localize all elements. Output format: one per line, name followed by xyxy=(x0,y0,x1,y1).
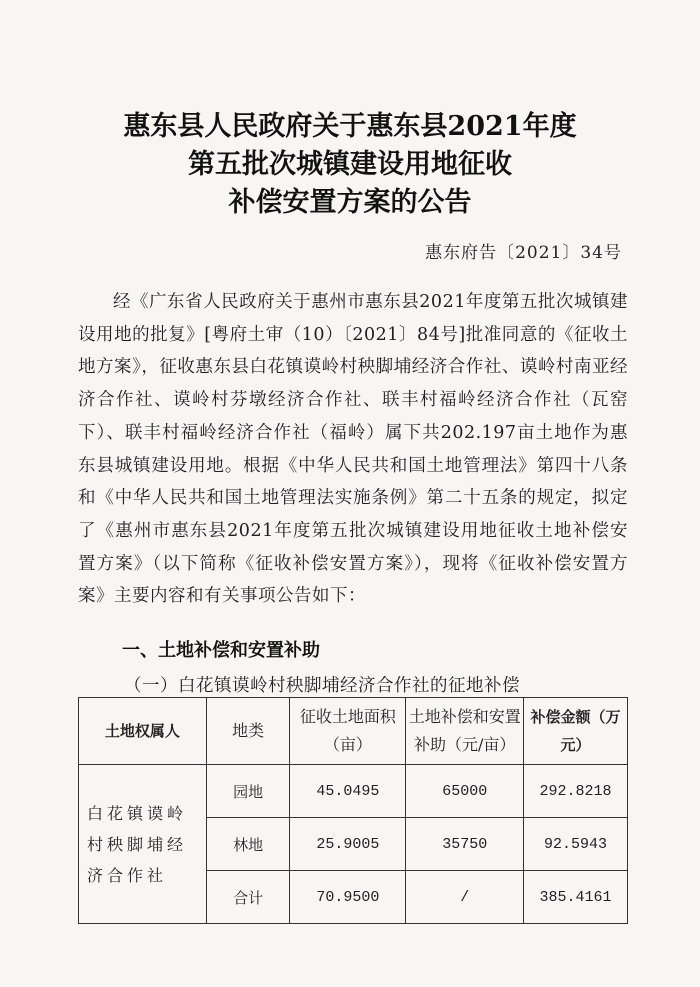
document-number: 惠东府告〔2021〕34号 xyxy=(425,243,622,263)
rate-cell: 35750 xyxy=(406,818,524,871)
document-title xyxy=(0,108,700,222)
header-owner: 土地权属人 xyxy=(79,698,207,765)
compensation-table xyxy=(78,697,628,924)
table-header-row xyxy=(79,698,628,765)
title-line-2: 第五批次城镇建设用地征收 xyxy=(188,149,512,180)
land-type-cell: 园地 xyxy=(206,765,290,818)
rate-cell: 65000 xyxy=(406,765,524,818)
amount-cell: 92.5943 xyxy=(524,818,628,871)
body-text xyxy=(78,286,628,613)
header-land-type: 地类 xyxy=(206,698,290,765)
area-cell: 45.0495 xyxy=(290,765,406,818)
table-row xyxy=(79,765,628,818)
header-area: 征收土地面积（亩） xyxy=(290,698,406,765)
header-amount: 补偿金额（万元） xyxy=(524,698,628,765)
subsection-heading-1: （一）白花镇谟岭村秧脚埔经济合作社的征地补偿 xyxy=(124,676,520,696)
land-type-cell: 林地 xyxy=(206,818,290,871)
title-line-3: 补偿安置方案的公告 xyxy=(228,187,472,218)
rate-cell: / xyxy=(406,871,524,924)
body-paragraph: 经《广东省人民政府关于惠州市惠东县2021年度第五批次城镇建设用地的批复》[粤府土审（10）〔2021〕84号]批准同意的《征收土地方案》，征收惠东县白花镇谟岭村秧脚埔经济合作社、谟岭村南亚经济合作社、谟岭村芬墩经济合作社、联丰村福岭经济合作社（瓦窑下）、联丰村福岭经济合作社（福岭）属下共202.197亩土地作为惠东县城镇建设用地。根据《中华人民共和国土地管理法》第四十八条和《中华人民共和国土地管理法实施条例》第二十五条的规定，拟定了《惠州市惠东县2021年度第五批次城镇建设用地征收土地补偿安置方案》（以下简称《征收补偿安置方案》），现将《征收补偿安置方案》主要内容和有关事项公告如下： xyxy=(78,292,628,607)
area-cell: 25.9005 xyxy=(290,818,406,871)
owner-cell: 白花镇谟岭村秧脚埔经济合作社 xyxy=(79,765,207,924)
title-line-1: 惠东县人民政府关于惠东县2021年度 xyxy=(123,111,577,142)
amount-cell: 385.4161 xyxy=(524,871,628,924)
section-heading-1: 一、土地补偿和安置补助 xyxy=(122,640,320,661)
amount-cell: 292.8218 xyxy=(524,765,628,818)
land-type-cell: 合计 xyxy=(206,871,290,924)
area-cell: 70.9500 xyxy=(290,871,406,924)
header-rate: 土地补偿和安置补助（元/亩） xyxy=(406,698,524,765)
